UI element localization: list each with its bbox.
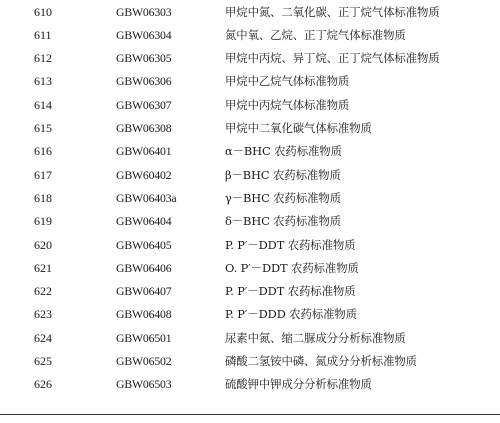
row-number: 621	[34, 260, 52, 275]
row-name: O. P′－DDT 农药标准物质	[225, 260, 359, 275]
table-row	[0, 187, 500, 210]
row-code: GBW06408	[116, 307, 172, 322]
row-number: 613	[34, 74, 52, 89]
row-code: GBW06305	[116, 51, 172, 66]
bottom-rule	[0, 414, 500, 415]
row-name: 尿素中氮、缩二脲成分分析标准物质	[225, 330, 406, 345]
row-name: 甲烷中丙烷气体标准物质	[225, 97, 350, 112]
row-name: P. P′－DDT 农药标准物质	[225, 237, 356, 252]
row-code: GBW06407	[116, 284, 172, 299]
row-name: P. P′－DDT 农药标准物质	[225, 284, 356, 299]
row-number: 626	[34, 377, 52, 392]
table-row	[0, 94, 500, 117]
row-name: δ－BHC 农药标准物质	[225, 214, 342, 229]
row-number: 619	[34, 214, 52, 229]
table-row	[0, 140, 500, 163]
table-row	[0, 47, 500, 70]
row-name: 甲烷中氮、二氧化碳、正丁烷气体标准物质	[225, 4, 440, 19]
table-row	[0, 327, 500, 350]
row-code: GBW06306	[116, 74, 172, 89]
row-number: 625	[34, 354, 52, 369]
table-row	[0, 1, 500, 24]
row-number: 610	[34, 4, 52, 19]
row-name: P. P′－DDD 农药标准物质	[225, 307, 357, 322]
row-number: 620	[34, 237, 52, 252]
row-number: 616	[34, 144, 52, 159]
row-number: 612	[34, 51, 52, 66]
row-number: 611	[34, 27, 52, 42]
row-number: 623	[34, 307, 52, 322]
row-code: GBW06401	[116, 144, 172, 159]
row-code: GBW06308	[116, 121, 172, 136]
row-number: 617	[34, 167, 52, 182]
table-row	[0, 210, 500, 233]
row-name: 氮中氧、乙烷、正丁烷气体标准物质	[225, 27, 406, 42]
row-number: 622	[34, 284, 52, 299]
row-code: GBW06502	[116, 354, 172, 369]
row-name: 甲烷中丙烷、异丁烷、正丁烷气体标准物质	[225, 51, 440, 66]
row-name: 甲烷中二氧化碳气体标准物质	[225, 121, 372, 136]
row-code: GBW06503	[116, 377, 172, 392]
row-code: GBW06501	[116, 330, 172, 345]
row-code: GBW06307	[116, 97, 172, 112]
table-row	[0, 70, 500, 93]
table-row	[0, 303, 500, 326]
row-number: 624	[34, 330, 52, 345]
row-code: GBW06304	[116, 27, 172, 42]
row-code: GBW06403a	[116, 190, 177, 205]
row-name: α－BHC 农药标准物质	[225, 144, 342, 159]
row-code: GBW06406	[116, 260, 172, 275]
row-name: γ－BHC 农药标准物质	[225, 190, 341, 205]
row-number: 615	[34, 121, 52, 136]
row-code: GBW06303	[116, 4, 172, 19]
table-row	[0, 257, 500, 280]
row-name: β－BHC 农药标准物质	[225, 167, 341, 182]
row-name: 磷酸二氢铵中磷、氮成分分析标准物质	[225, 354, 417, 369]
row-code: GBW06404	[116, 214, 172, 229]
table-row	[0, 117, 500, 140]
table-row	[0, 164, 500, 187]
table-row	[0, 234, 500, 257]
row-code: GBW60402	[116, 167, 172, 182]
table-row	[0, 373, 500, 396]
table-row	[0, 280, 500, 303]
table-row	[0, 24, 500, 47]
row-code: GBW06405	[116, 237, 172, 252]
row-number: 618	[34, 190, 52, 205]
table-row	[0, 350, 500, 373]
row-name: 硫酸钾中钾成分分析标准物质	[225, 377, 372, 392]
row-number: 614	[34, 97, 52, 112]
row-name: 甲烷中乙烷气体标准物质	[225, 74, 350, 89]
